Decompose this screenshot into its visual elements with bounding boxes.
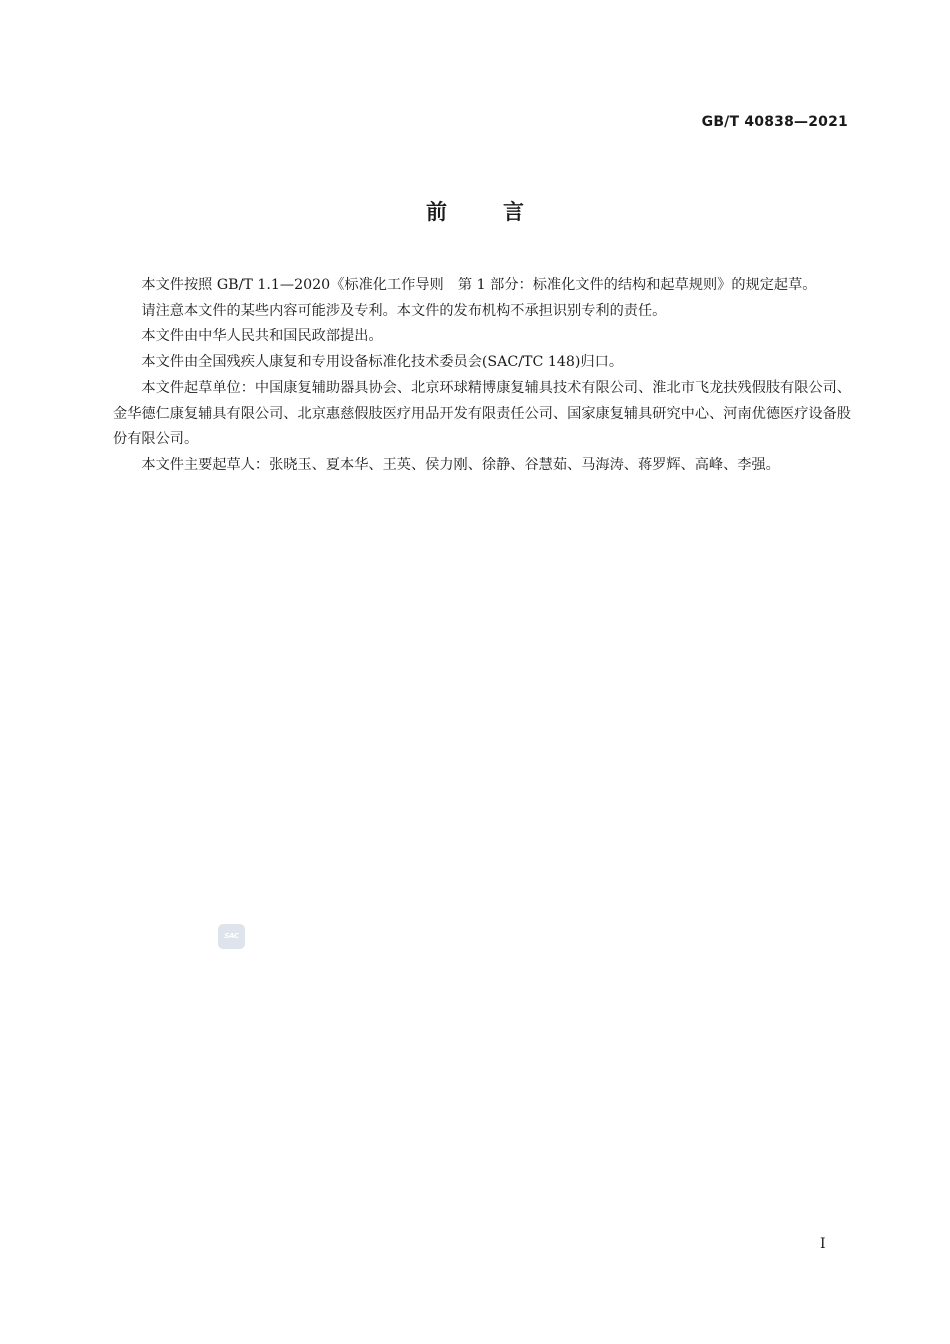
standard-number: GB/T 40838—2021: [701, 114, 848, 130]
paragraph-proposer: 本文件由中华人民共和国民政部提出。: [141, 328, 383, 345]
title-char-2: 言: [503, 200, 524, 224]
paragraph-main-drafters: 本文件主要起草人：张晓玉、夏本华、王英、侯力刚、徐静、谷慧茹、马海涛、蒋罗辉、高峰、李强。: [141, 456, 780, 473]
foreword-body: [113, 273, 851, 479]
page-title: [0, 196, 950, 226]
paragraph-patent-notice: 请注意本文件的某些内容可能涉及专利。本文件的发布机构不承担识别专利的责任。: [141, 302, 667, 319]
sac-watermark-logo: SAC: [218, 924, 245, 949]
paragraph-drafting-organizations: 本文件起草单位：中国康复辅助器具协会、北京环球精博康复辅具技术有限公司、淮北市飞龙扶残假肢有限公司、金华德仁康复辅具有限公司、北京惠慈假肢医疗用品开发有限责任公司、国家康复辅具研究中心、河南优德医疗设备股份有限公司。: [113, 379, 851, 448]
title-char-1: 前: [426, 200, 447, 224]
paragraph-drafting-rules: 本文件按照 GB/T 1.1—2020《标准化工作导则 第 1 部分：标准化文件的结构和起草规则》的规定起草。: [141, 277, 817, 293]
page-number: I: [820, 1236, 826, 1252]
paragraph-technical-committee: 本文件由全国残疾人康复和专用设备标准化技术委员会(SAC/TC 148)归口。: [141, 354, 624, 371]
